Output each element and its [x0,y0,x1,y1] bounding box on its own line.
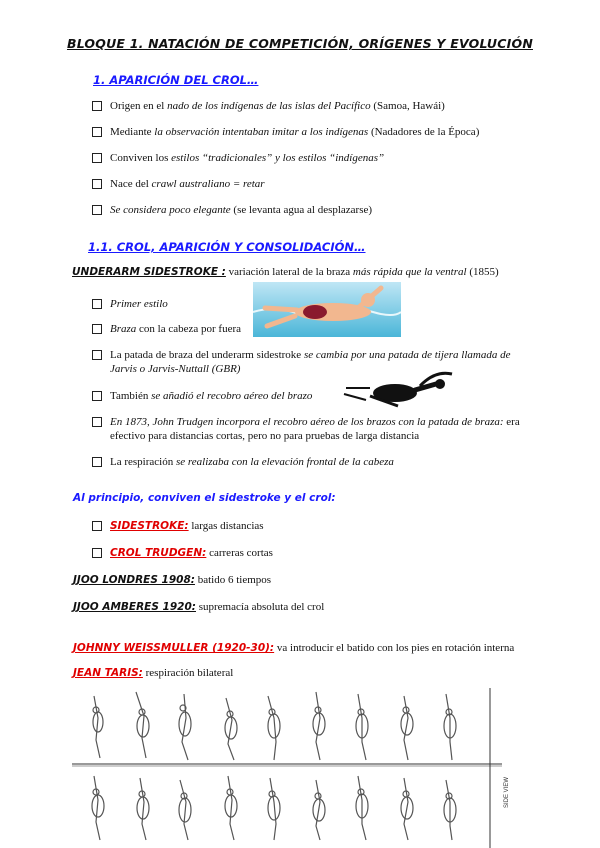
list-item: Braza con la cabeza por fuera [92,322,241,336]
list-item: También se añadió el recobro aéreo del brazo [92,389,312,403]
checkbox[interactable] [92,391,102,401]
section1-heading: 1. APARICIÓN DEL CROL… [93,73,259,87]
swimmer-image [253,282,401,337]
checkbox[interactable] [92,101,102,111]
person-line: JOHNNY WEISSMULLER (1920-30): va introducir el batido con los pies en rotación interna [73,642,515,654]
underarm-label: UNDERARM SIDESTROKE : [72,266,226,278]
checkbox[interactable] [92,324,102,334]
list-item: Origen en el nado de los indígenas de las islas del Pacífico (Samoa, Hawái) [92,99,445,113]
checkbox[interactable] [92,179,102,189]
list-item: En 1873, John Trudgen incorpora el recobro aéreo de los brazos con la patada de braza: era efectivo para distancias cortas, pero no para pruebas de larga distancia [92,415,532,443]
section3-heading: Al principio, conviven el sidestroke y el crol: [73,492,336,504]
list-item: La patada de braza del underarm sidestroke se cambia por una patada de tijera llamada de Jarvis o Jarvis-Nuttall (GBR) [92,348,532,376]
section2-heading: 1.1. CROL, APARICIÓN Y CONSOLIDACIÓN… [88,240,366,254]
checkbox[interactable] [92,350,102,360]
checkbox[interactable] [92,205,102,215]
list-item: Mediante la observación intentaban imitar a los indígenas (Nadadores de la Época) [92,125,479,139]
list-item: Nace del crawl australiano = retar [92,177,265,191]
page-title: BLOQUE 1. NATACIÓN DE COMPETICIÓN, ORÍGENES Y EVOLUCIÓN [66,36,533,51]
list-item: La respiración se realizaba con la elevación frontal de la cabeza [92,455,394,469]
checkbox[interactable] [92,299,102,309]
figure-caption: SIDE VIEW [504,776,510,808]
checkbox[interactable] [92,548,102,558]
list-item: Primer estilo [92,297,168,311]
jjoo-line: JJOO AMBERES 1920: supremacía absoluta del crol [73,601,325,613]
stroke-sequence-figure [72,688,522,848]
checkbox[interactable] [92,127,102,137]
checkbox[interactable] [92,457,102,467]
checkbox[interactable] [92,417,102,427]
list-item: Se considera poco elegante (se levanta agua al desplazarse) [92,203,372,217]
list-item: CROL TRUDGEN: carreras cortas [92,546,273,560]
list-item: SIDESTROKE: largas distancias [92,519,264,533]
list-item: Conviven los estilos “tradicionales” y los estilos “indígenas” [92,151,384,165]
checkbox[interactable] [92,153,102,163]
swimmer-silhouette-image [340,366,458,416]
jjoo-line: JJOO LONDRES 1908: batido 6 tiempos [73,574,272,586]
underarm-line: UNDERARM SIDESTROKE : variación lateral de la braza más rápida que la ventral (1855) [72,266,499,278]
checkbox[interactable] [92,521,102,531]
person-line: JEAN TARIS: respiración bilateral [73,667,234,679]
